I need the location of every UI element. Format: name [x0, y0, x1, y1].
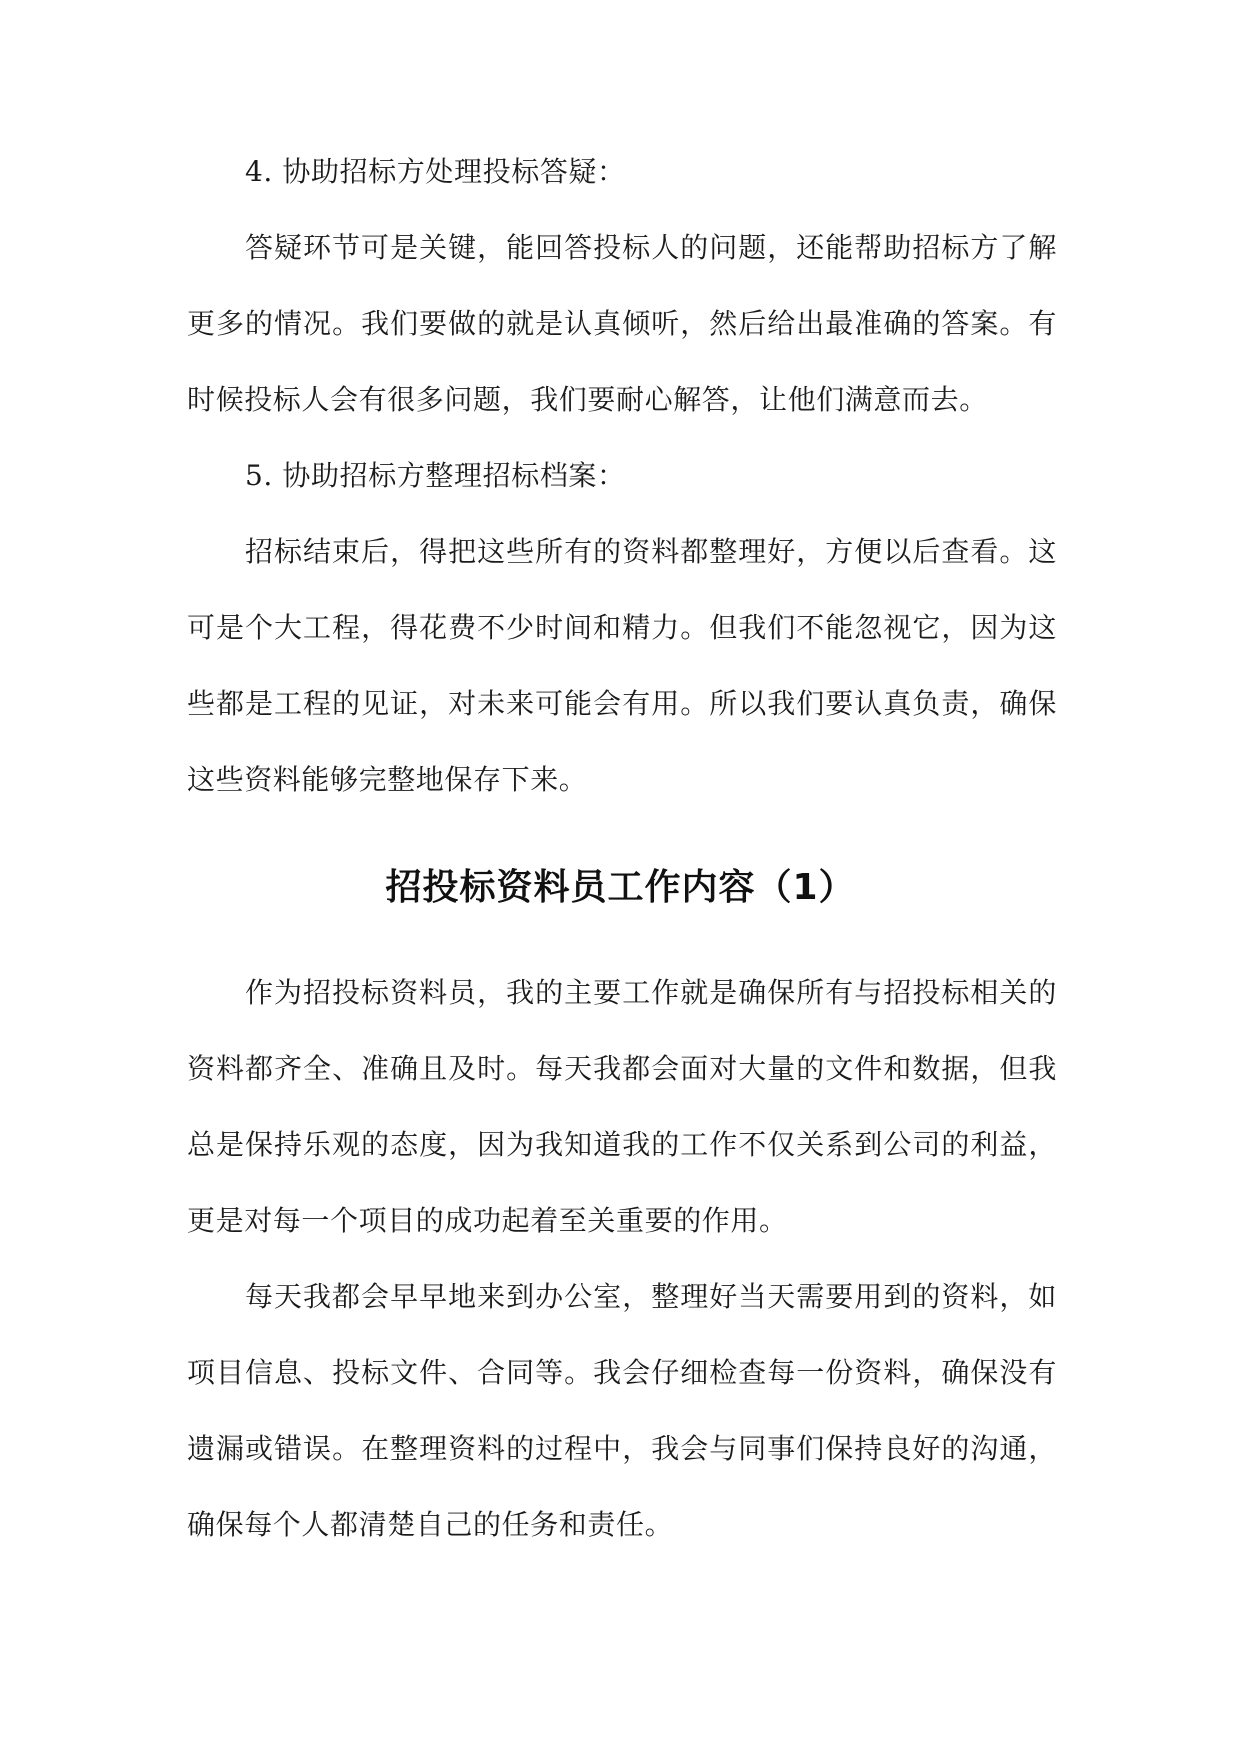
section-paragraph-1: 作为招投标资料员，我的主要工作就是确保所有与招投标相关的资料都齐全、准确且及时。每天我都会面对大量的文件和数据，但我总是保持乐观的态度，因为我知道我的工作不仅关系到公司的利益，更是对每一个项目的成功起着至关重要的作用。 [187, 976, 1057, 1237]
list-item-4-body: 答疑环节可是关键，能回答投标人的问题，还能帮助招标方了解更多的情况。我们要做的就是认真倾听，然后给出最准确的答案。有时候投标人会有很多问题，我们要耐心解答，让他们满意而去。 [187, 231, 1057, 416]
section-title: 招投标资料员工作内容（1） [385, 867, 856, 908]
list-item-4-heading: 4. 协助招标方处理投标答疑： [245, 155, 626, 188]
previous-section-continuation [187, 134, 1057, 818]
section-body [187, 955, 1057, 1563]
section-paragraph-2: 每天我都会早早地来到办公室，整理好当天需要用到的资料，如项目信息、投标文件、合同等。我会仔细检查每一份资料，确保没有遗漏或错误。在整理资料的过程中，我会与同事们保持良好的沟通，确保每个人都清楚自己的任务和责任。 [187, 1280, 1057, 1541]
list-item-5-body: 招标结束后，得把这些所有的资料都整理好，方便以后查看。这可是个大工程，得花费不少时间和精力。但我们不能忽视它，因为这些都是工程的见证，对未来可能会有用。所以我们要认真负责，确保这些资料能够完整地保存下来。 [187, 535, 1057, 796]
list-item-5-heading: 5. 协助招标方整理招标档案： [245, 459, 626, 492]
